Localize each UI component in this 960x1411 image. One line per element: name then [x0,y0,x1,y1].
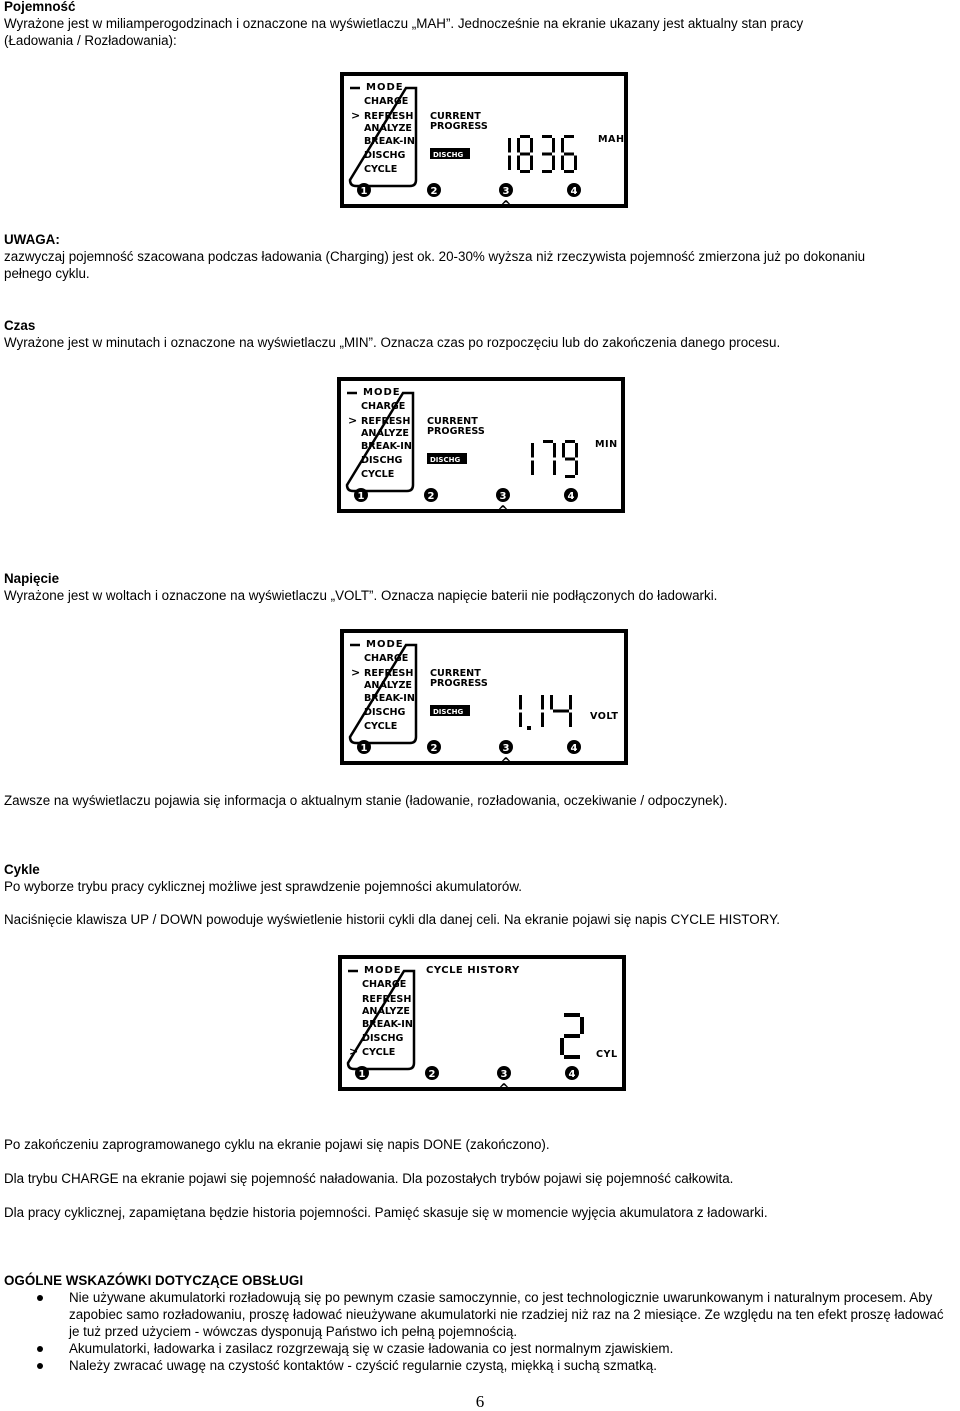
time-title: Czas [4,318,36,333]
digit-segment [517,156,520,171]
lcd-display-capacity [340,72,628,214]
mode-item-break-in: BREAK-IN [364,136,415,147]
slot-number: 3 [500,1069,508,1080]
mode-item-dischg: DISCHG [362,1033,404,1044]
mode-item-cycle: CYCLE [364,721,398,732]
mode-label: MODE [366,82,404,93]
bullet-text: Akumulatorki, ładowarka i zasilacz rozgrzewają się w czasie ładowania co jest normalnym zjawiskiem. [69,1341,674,1356]
lcd-screen [344,76,625,214]
digit-segment [580,1017,584,1034]
slot-number: 4 [570,186,578,197]
slot-number: 3 [502,743,510,754]
cycle-history-header: CYCLE HISTORY [426,965,520,976]
digit-segment [553,461,556,476]
slot-number: 4 [568,1069,576,1080]
digit-segment [519,713,522,728]
dischg-badge-text: DISCHG [433,708,464,716]
digit-segment [553,710,569,713]
unit-label: MIN [595,439,618,450]
progress-label: PROGRESS [430,678,488,689]
mode-item-charge: CHARGE [362,979,407,990]
list-item [4,1357,954,1374]
current-label: CURRENT [430,668,481,679]
mode-selector-icon: > [348,414,358,427]
digit-segment [542,170,552,173]
digit-segment [564,135,574,138]
general-title: OGÓLNE WSKAZÓWKI DOTYCZĄCE OBSŁUGI [4,1273,304,1288]
mode-label: MODE [363,387,401,398]
digit-segment [550,695,553,710]
mode-item-dischg: DISCHG [364,707,406,718]
mode-item-analyze: ANALYZE [364,680,412,691]
digit-segment [552,156,555,171]
lcd-screen [342,959,622,1097]
digit-segment [543,440,553,443]
progress-label: PROGRESS [430,121,488,132]
lcd-digits [531,440,578,478]
slot-marker-icon: ^ [498,1082,510,1097]
mode-item-analyze: ANALYZE [364,123,412,134]
bullet-icon [37,1295,43,1301]
bullet-text: Należy zwracać uwagę na czystość kontaktów - czyścić regularnie czystą, miękką i suchą szmatką. [69,1358,657,1373]
decimal-point [527,726,531,730]
general-bullet-list [4,1289,954,1374]
time-section [4,317,956,351]
digit-segment [574,156,577,171]
page-number: 6 [475,1392,485,1411]
current-label: CURRENT [427,416,478,427]
lcd-display-time [337,377,625,519]
slot-number: 1 [360,186,368,197]
slot-number: 2 [428,1069,436,1080]
digit-segment [552,138,555,153]
digit-segment [508,156,511,171]
digit-segment [520,153,530,156]
voltage-text: Wyrażone jest w woltach i oznaczone na wyświetlaczu „VOLT”. Oznacza napięcie baterii nie podłączonych do ładowarki. [4,588,718,603]
unit-label: VOLT [590,711,619,722]
bullet-text: Nie używane akumulatorki rozładowują się po pewnym czasie samoczynnie, co jest technologicznie uwarunkowanym i naturalnym procesem. Aby zapobiec samo rozładowaniu, proszę ładować nieużywane akumulatorki nie rzadziej niż raz na 2 miesiące. Ze względu na ten efekt proszę ładować je tuż przed użyciem - wówczas dysponują Państwo ich pełną pojemnością. [69,1290,944,1339]
slot-marker-icon: ^ [500,199,512,214]
lcd-display-voltage [340,629,628,771]
mode-item-cycle: CYCLE [361,469,395,480]
current-label: CURRENT [430,111,481,122]
cycles-title: Cykle [4,862,40,877]
slot-marker-icon: ^ [500,756,512,771]
digit-segment [565,440,575,443]
digit-segment [553,443,556,458]
cycles-text2: Naciśnięcie klawisza UP / DOWN powoduje wyświetlenie historii cykli dla danej celi. Na ekranie pojawi się napis CYCLE HISTORY. [4,912,780,927]
lcd-screen [341,381,621,519]
mode-label: MODE [366,639,404,650]
time-text: Wyrażone jest w minutach i oznaczone na wyświetlaczu „MIN”. Oznacza czas po rozpoczęciu lub do zakończenia danego procesu. [4,335,781,350]
digit-segment [564,170,574,173]
note-section [4,231,956,282]
mode-item-refresh: REFRESH [364,668,414,679]
digit-segment [564,1034,580,1038]
mode-item-charge: CHARGE [361,401,406,412]
digit-segment [541,713,544,728]
dischg-badge-text: DISCHG [430,456,461,464]
slot-number: 4 [567,491,575,502]
note-text-line2: pełnego cyklu. [4,266,90,281]
list-item [4,1289,954,1340]
cycles-text1: Po wyborze trybu pracy cyklicznej możliwe jest sprawdzenie pojemności akumulatorów. [4,879,522,894]
mode-selector-icon: > [349,1045,359,1058]
unit-label: MAH [598,134,625,145]
after-p2: Dla trybu CHARGE na ekranie pojawi się pojemność naładowania. Dla pozostałych trybów pojawi się pojemność całkowita. [4,1171,734,1186]
mode-label: MODE [364,965,402,976]
slot-number: 3 [499,491,507,502]
lcd-display-cycle-history [338,955,626,1097]
lcd-digits [508,135,577,173]
digit-segment [520,135,530,138]
slot-number: 1 [357,491,365,502]
mode-item-cycle: CYCLE [364,164,398,175]
note-title: UWAGA: [4,232,60,247]
unit-label: CYL [596,1049,618,1060]
mode-item-cycle: CYCLE [362,1047,396,1058]
mode-item-charge: CHARGE [364,653,409,664]
slot-number: 2 [430,186,438,197]
digit-segment [575,443,578,458]
mode-item-charge: CHARGE [364,96,409,107]
digit-segment [569,695,572,710]
cycles-section [4,861,956,895]
mode-item-analyze: ANALYZE [362,1006,410,1017]
digit-segment [530,156,533,171]
bullet-icon [37,1363,43,1369]
mode-item-dischg: DISCHG [361,455,403,466]
mode-item-refresh: REFRESH [361,416,411,427]
slot-number: 4 [570,743,578,754]
digit-segment [564,1013,580,1017]
lcd-digits [560,1013,584,1059]
note-text-line1: zazwyczaj pojemność szacowana podczas ładowania (Charging) jest ok. 20-30% wyższa niż rzeczywista pojemność zmierzona już po dokonaniu [4,249,866,264]
digit-segment [531,443,534,458]
progress-label: PROGRESS [427,426,485,437]
digit-segment [564,1055,580,1059]
digit-segment [520,170,530,173]
capacity-section [4,0,956,49]
voltage-section [4,570,956,604]
digit-segment [542,153,552,156]
slot-marker-icon: ^ [497,504,509,519]
digit-segment [561,156,564,171]
mode-item-break-in: BREAK-IN [362,1019,413,1030]
slot-number: 2 [427,491,435,502]
list-item [4,1340,954,1357]
mode-item-break-in: BREAK-IN [364,693,415,704]
slot-number: 3 [502,186,510,197]
voltage-title: Napięcie [4,571,60,586]
mode-item-break-in: BREAK-IN [361,441,412,452]
dischg-badge-text: DISCHG [433,151,464,159]
lcd-screen [344,633,624,771]
digit-segment [519,695,522,710]
capacity-title: Pojemność [4,0,76,14]
digit-segment [531,461,534,476]
mode-selector-icon: > [351,666,361,679]
after-p1: Po zakończeniu zaprogramowanego cyklu na ekranie pojawi się napis DONE (zakończono). [4,1137,550,1152]
digit-segment [564,153,574,156]
mode-item-analyze: ANALYZE [361,428,409,439]
digit-segment [560,1038,564,1055]
slot-number: 1 [358,1069,366,1080]
digit-segment [530,138,533,153]
digit-segment [569,713,572,728]
status-note: Zawsze na wyświetlaczu pojawia się informacja o aktualnym stanie (ładowanie, rozładowania, oczekiwanie / odpoczynek). [4,793,728,808]
mode-item-refresh: REFRESH [362,994,412,1005]
slot-number: 2 [430,743,438,754]
digit-segment [562,443,565,458]
digit-segment [565,458,575,461]
digit-segment [575,461,578,476]
digit-segment [508,138,511,153]
digit-segment [542,135,552,138]
digit-segment [541,695,544,710]
digit-segment [517,138,520,153]
bullet-icon [37,1346,43,1352]
after-p3: Dla pracy cyklicznej, zapamiętana będzie historia pojemności. Pamięć skasuje się w momencie wyjęcia akumulatora z ładowarki. [4,1205,768,1220]
mode-item-dischg: DISCHG [364,150,406,161]
digit-segment [561,138,564,153]
mode-selector-icon: > [351,109,361,122]
lcd-digits [519,695,572,730]
slot-number: 1 [360,743,368,754]
capacity-text-line1: Wyrażone jest w miliamperogodzinach i oznaczone na wyświetlaczu „MAH”. Jednocześnie na ekranie ukazany jest aktualny stan pracy [4,16,804,31]
mode-item-refresh: REFRESH [364,111,414,122]
capacity-text-line2: (Ładowania / Rozładowania): [4,33,177,48]
digit-segment [565,475,575,478]
